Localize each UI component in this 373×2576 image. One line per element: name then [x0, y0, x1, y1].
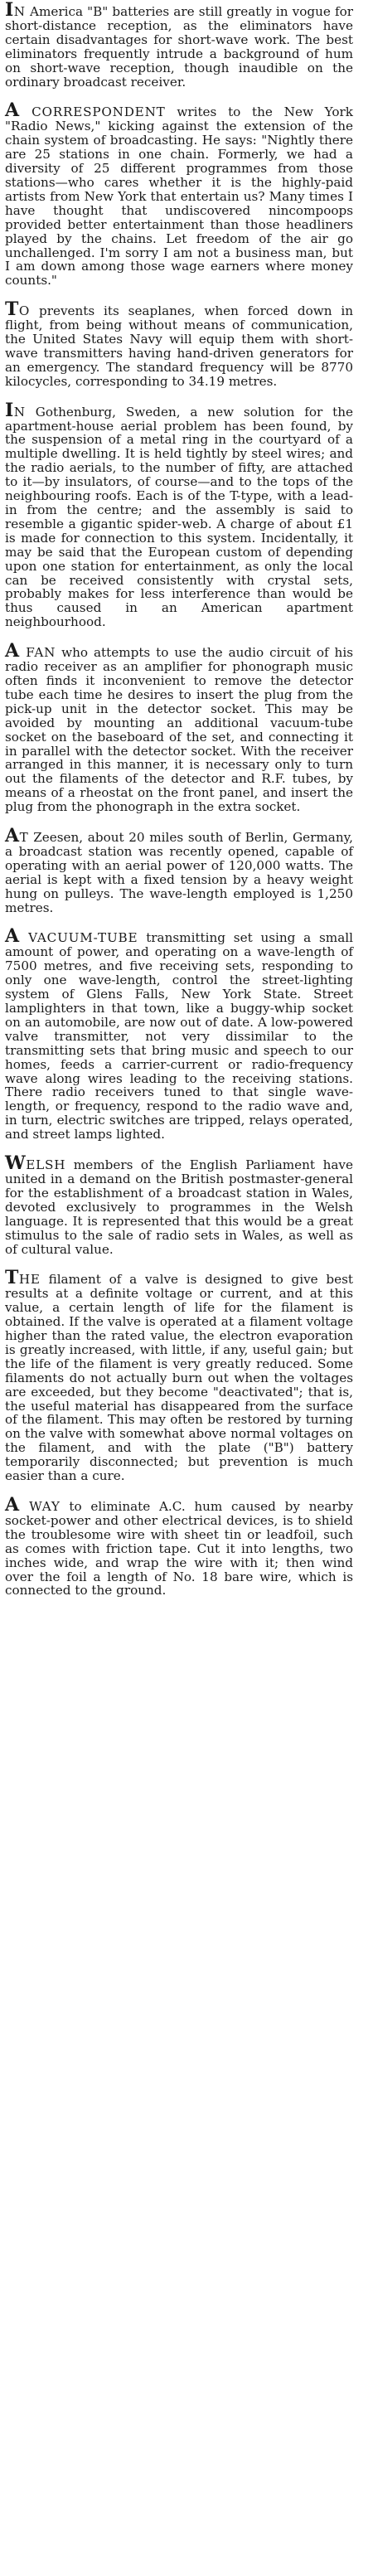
article-column [5, 0, 353, 1598]
lead-caps: CORRESPONDENT [19, 104, 166, 120]
drop-letter: W [5, 1152, 27, 1175]
lead-caps: ELSH [26, 1157, 66, 1173]
drop-letter: I [5, 0, 14, 21]
paragraph-3 [5, 298, 353, 389]
paragraph-text: who attempts to use the audio circuit of his radio receiver as an amplifier for phonograph music often finds it inconvenient to remove the detector tube each time he desires to insert the plug from the pick-up unit in the detector socket. This may be avoided by mounting an additional vacuum-tube socket on the baseboard of the set, and connecting it in parallel with the detector socket. With the receiver arranged in this manner, it is necessary only to turn out the filaments of the detector and R.F. tubes, by means of a rheostat on the front panel, and insert the plug from the phonograph in the extra socket. [5, 645, 353, 815]
drop-letter: A [5, 1494, 20, 1516]
lead-caps: N [13, 404, 26, 420]
paragraph-text: writes to the New York "Radio News," kicking against the extension of the chain system of broadcasting. He says: "Nightly there are 25 stations in one chain. Formerly, we had a diversity of 25 different programmes from those stations—who cares whether it is the highly-paid artists from New York that entertain us? Many times I have thought that undiscovered nincompoops provided better entertainment than those headliners played by the chains. Let freedom of the air go unchallenged. I'm sorry I am not a business man, but I am down among those wage earners where money counts." [5, 104, 353, 289]
drop-letter: A [5, 925, 20, 948]
paragraph-5 [5, 640, 353, 815]
drop-letter: A [5, 640, 20, 662]
lead-caps: FAN [19, 645, 56, 661]
drop-letter: A [5, 825, 20, 847]
paragraph-text: Gothenburg, Sweden, a new solution for the apartment-house aerial problem has been found, by the suspension of a metal ring in the courtyard of a multiple dwelling. It is held tightly by steel wires; and the radio aerials, to the number of fifty, are attached to it—by insulators, of course—and to the tops of the neighbouring roofs. Each is of the T-type, with a lead-in from the centre; and the assembly is said to resemble a gigantic spider-web. A charge of about £1 is made for connection to this system. Incidentally, it may be said that the European custom of depending upon one station for entertainment, as only the local can be received consistently with crystal sets, probably makes for less interference than would be thus caused in an American apartment neighbourhood. [5, 404, 353, 630]
drop-letter: T [5, 298, 19, 321]
paragraph-7 [5, 925, 353, 1142]
paragraph-2 [5, 99, 353, 289]
lead-caps: T [19, 830, 29, 846]
paragraph-text: Zeesen, about 20 miles south of Berlin, Germany, a broadcast station was recently opened, capable of operating with an aerial power of 120,000 watts. The aerial is kept with a fixed tension by a heavy weight hung on pulleys. The wave-length employed is 1,250 metres. [5, 830, 353, 915]
paragraph-8 [5, 1152, 353, 1257]
paragraph-text: transmitting set using a small amount of power, and operating on a wave-length of 7500 metres, and five receiving sets, responding to only one wave-length, control the street-lighting system of Glens Falls, New York State. Street lamplighters in that town, like a buggy-whip socket on an automobile, are now out of date. A low-powered valve transmitter, not very dissimilar to the transmitting sets that bring music and speech to our homes, feeds a carrier-current or radio-frequency wave along wires leading to the receiving stations. There radio receivers tuned to that single wave-length, or frequency, respond to the radio wave and, in turn, electric switches are tripped, relays operated, and street lamps lighted. [5, 930, 353, 1142]
paragraph-4 [5, 399, 353, 630]
lead-caps: WAY [19, 1499, 61, 1514]
lead-caps: HE [18, 1272, 41, 1288]
drop-letter: A [5, 99, 20, 122]
paragraph-10 [5, 1494, 353, 1598]
lead-caps: VACUUM-TUBE [19, 930, 138, 946]
paragraph-text: America "B" batteries are still greatly in vogue for short-distance reception, as the eliminators have certain disadvantages for short-wave work. The best eliminators frequently intrude a background of hum on short-wave reception, though inaudible on the ordinary broadcast receiver. [5, 4, 353, 90]
paragraph-1 [5, 0, 353, 90]
paragraph-text: to eliminate A.C. hum caused by nearby socket-power and other electrical devices, is to shield the troublesome wire with sheet tin or leadfoil, such as comes with friction tape. Cut it into lengths, two inches wide, and wrap the wire with it; then wind over the foil a length of No. 18 bare wire, which is connected to the ground. [5, 1499, 353, 1598]
paragraph-text: members of the English Parliament have united in a demand on the British postmaster-general for the establishment of a broadcast station in Wales, devoted exclusively to programmes in the Welsh language. It is represented that this would be a great stimulus to the sale of radio sets in Wales, as well as of cultural value. [5, 1157, 353, 1257]
lead-caps: N [13, 4, 26, 19]
paragraph-text: prevents its seaplanes, when forced down in flight, from being without means of communication, the United States Navy will equip them with short-wave transmitters having hand-driven generators for an emergency. The standard frequency will be 8770 kilocycles, corresponding to 34.19 metres. [5, 303, 353, 389]
paragraph-6 [5, 825, 353, 915]
drop-letter: I [5, 399, 14, 421]
paragraph-9 [5, 1267, 353, 1484]
paragraph-text: filament of a valve is designed to give best results at a definite voltage or current, and at this value, a certain length of life for the filament is obtained. If the valve is operated at a filament voltage higher than the rated value, the electron evaporation is greatly increased, with little, if any, useful gain; but the life of the filament is very greatly reduced. Some filaments do not actually burn out when the voltages are exceeded, but they become "deactivated"; that is, the useful material has disappeared from the surface of the filament. This may often be restored by turning on the valve with somewhat above normal voltages on the filament, and with the plate ("B") battery temporarily disconnected; but prevention is much easier than a cure. [5, 1272, 353, 1484]
lead-caps: O [18, 303, 31, 319]
drop-letter: T [5, 1267, 19, 1289]
